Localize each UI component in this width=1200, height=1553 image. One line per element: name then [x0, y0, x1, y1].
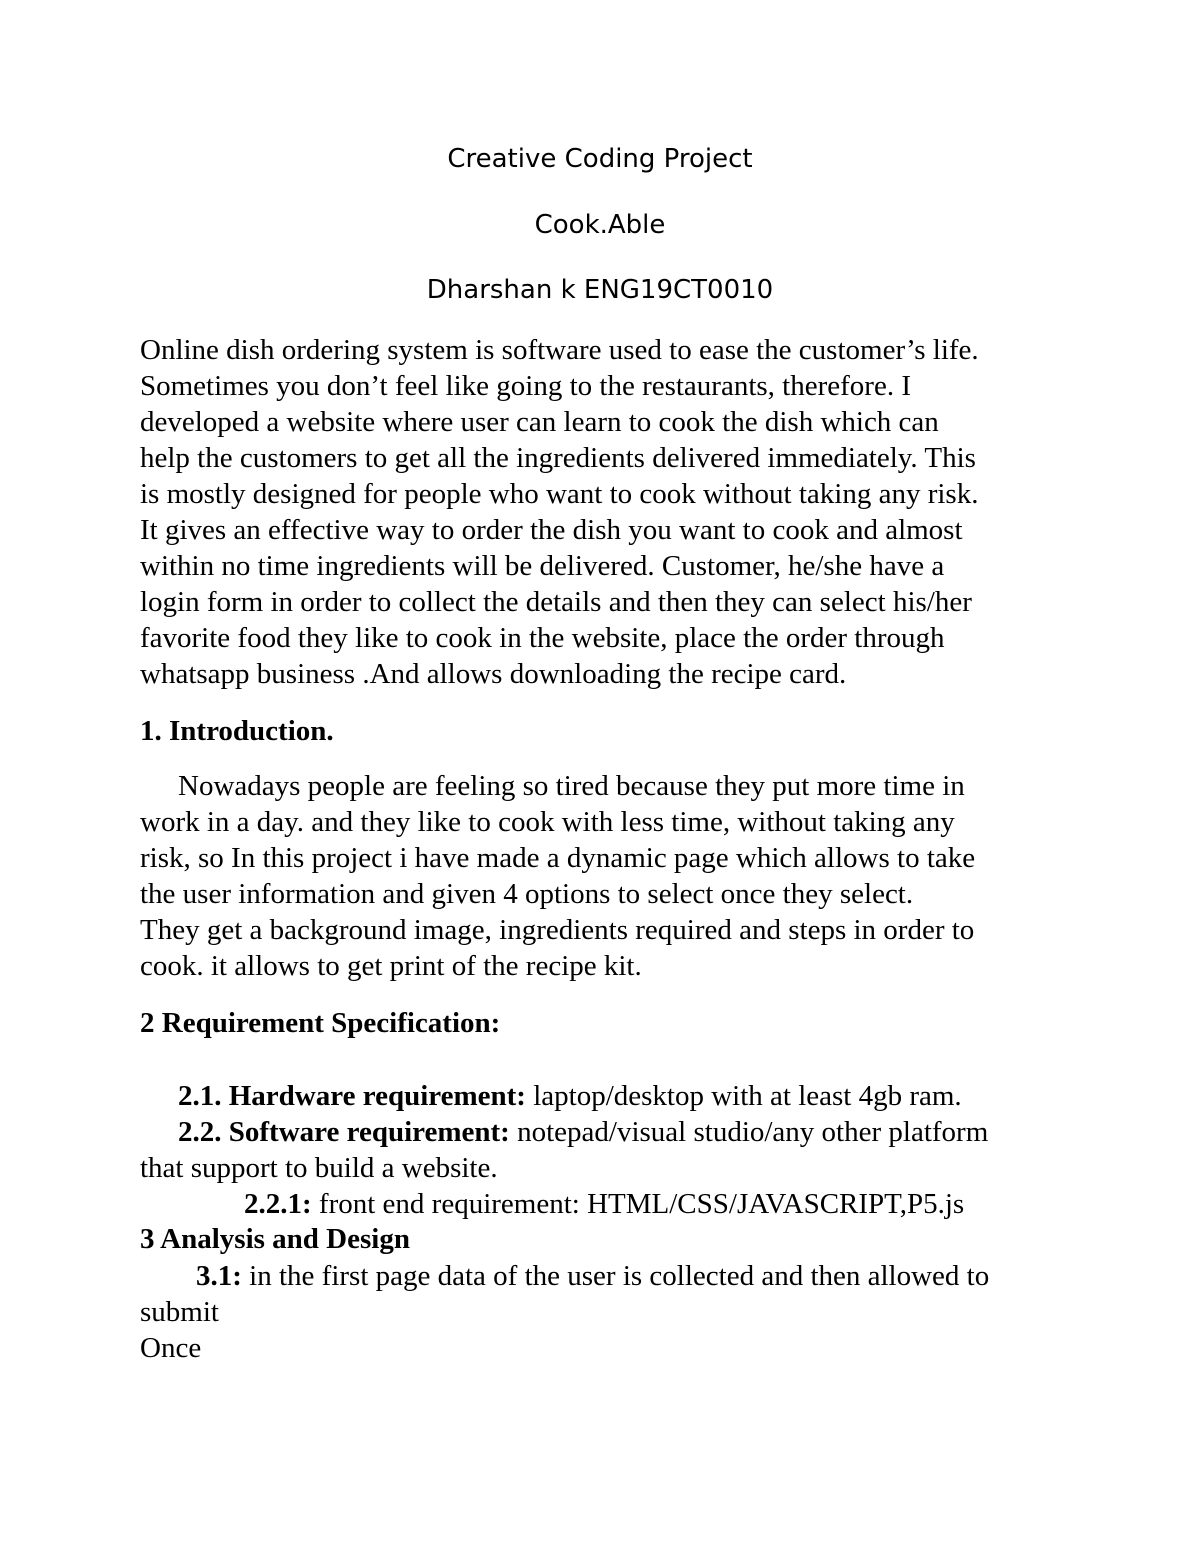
- document-title: Creative Coding Project: [447, 144, 753, 174]
- introduction-line: risk, so In this project i have made a dynamic page which allows to take: [140, 842, 976, 874]
- introduction-line: cook. it allows to get print of the recipe kit.: [140, 950, 642, 982]
- abstract-line: help the customers to get all the ingredients delivered immediately. This: [140, 442, 976, 474]
- analysis-heading: 3 Analysis and Design: [140, 1223, 410, 1255]
- abstract-line: is mostly designed for people who want to cook without taking any risk.: [140, 478, 979, 510]
- abstract-line: Sometimes you don’t feel like going to the restaurants, therefore. I: [140, 370, 911, 402]
- abstract-line: It gives an effective way to order the dish you want to cook and almost: [140, 514, 963, 546]
- hardware-requirement-text: laptop/desktop with at least 4gb ram.: [525, 1080, 962, 1112]
- analysis-item-label: 3.1:: [196, 1260, 242, 1292]
- introduction-line: the user information and given 4 options to select once they select.: [140, 878, 914, 910]
- hardware-requirement-label: 2.1. Hardware requirement:: [178, 1080, 526, 1112]
- requirements-heading: 2 Requirement Specification:: [140, 1007, 501, 1039]
- introduction-line: Nowadays people are feeling so tired because they put more time in: [178, 770, 965, 802]
- frontend-requirement-label: 2.2.1:: [244, 1188, 312, 1220]
- introduction-heading: 1. Introduction.: [140, 715, 334, 747]
- introduction-line: work in a day. and they like to cook with less time, without taking any: [140, 806, 955, 838]
- abstract-line: login form in order to collect the details and then they can select his/her: [140, 586, 972, 618]
- abstract-line: favorite food they like to cook in the website, place the order through: [140, 622, 945, 654]
- project-name: Cook.Able: [534, 210, 666, 240]
- software-requirement-text: notepad/visual studio/any other platform: [509, 1116, 989, 1148]
- abstract-line: whatsapp business .And allows downloading the recipe card.: [140, 658, 847, 690]
- author-line: Dharshan k ENG19CT0010: [426, 275, 774, 305]
- hardware-requirement: [178, 1080, 962, 1113]
- analysis-item-text: in the first page data of the user is collected and then allowed to: [241, 1260, 990, 1292]
- analysis-item-continued: submit: [140, 1296, 219, 1328]
- software-requirement-continued: that support to build a website.: [140, 1152, 498, 1184]
- software-requirement-label: 2.2. Software requirement:: [178, 1116, 510, 1148]
- frontend-requirement: [244, 1188, 964, 1221]
- frontend-requirement-text: front end requirement: HTML/CSS/JAVASCRIPT,P5.js: [311, 1188, 965, 1220]
- analysis-item: [196, 1260, 989, 1293]
- introduction-line: They get a background image, ingredients required and steps in order to: [140, 914, 975, 946]
- abstract-line: within no time ingredients will be delivered. Customer, he/she have a: [140, 550, 945, 582]
- abstract-line: developed a website where user can learn to cook the dish which can: [140, 406, 939, 438]
- analysis-trailing-text: Once: [140, 1332, 202, 1364]
- abstract-line: Online dish ordering system is software used to ease the customer’s life.: [140, 334, 979, 366]
- software-requirement: [178, 1116, 988, 1149]
